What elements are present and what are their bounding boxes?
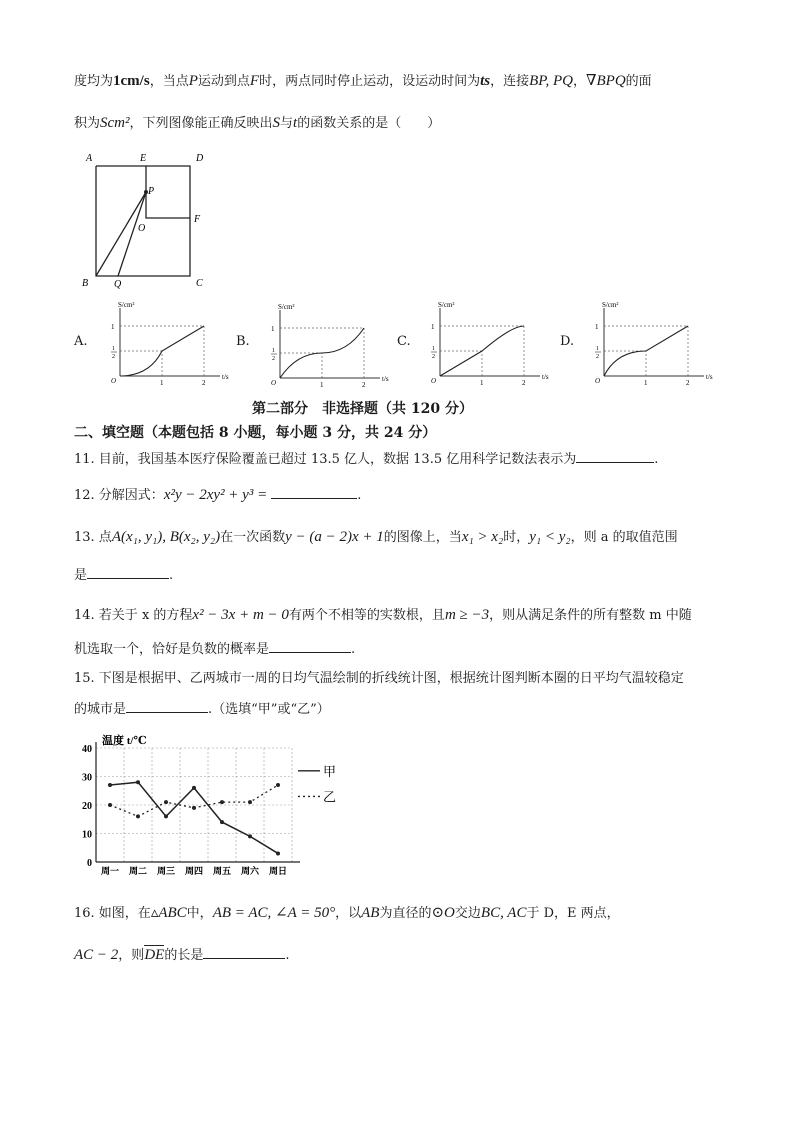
- data-point: [192, 786, 196, 790]
- q15-answer-blank[interactable]: [126, 700, 208, 713]
- q12-answer-blank[interactable]: [271, 486, 357, 499]
- x-axis-label: t/s: [706, 373, 713, 381]
- option-a-label[interactable]: A.: [74, 334, 88, 349]
- q12: [74, 486, 361, 505]
- origin-label: O: [431, 377, 437, 385]
- data-point: [164, 800, 168, 804]
- text: 的长是: [164, 948, 204, 963]
- text: .（选填“甲”或“乙”）: [208, 702, 330, 717]
- label-e: E: [140, 153, 147, 164]
- q11-answer-blank[interactable]: [576, 450, 654, 463]
- label-o: O: [138, 223, 146, 234]
- q14-line2: [74, 640, 355, 659]
- text: 的函数关系的是（ ）: [297, 116, 441, 131]
- x-tick-2: 2: [202, 379, 206, 387]
- data-point: [192, 806, 196, 810]
- option-d-label[interactable]: D.: [560, 334, 575, 349]
- speed-value: 1cm/s: [113, 73, 150, 89]
- q14-answer-blank[interactable]: [269, 640, 351, 653]
- triangle-bpq: ∇BPQ: [586, 73, 626, 89]
- text: ，以: [335, 906, 362, 921]
- q16-condition: AB = AC, ∠A = 50°: [212, 905, 336, 921]
- q16-arc-de: DE: [144, 947, 165, 963]
- x-tick-label: 周二: [128, 866, 148, 876]
- q12-text: 12. 分解因式：: [74, 488, 164, 503]
- part2-heading: 第二部分 非选择题（共 120 分）: [252, 401, 473, 417]
- point-p: P: [188, 73, 198, 89]
- text: 14. 若关于 x 的方程: [74, 608, 193, 623]
- x-tick-label: 周一: [100, 866, 120, 876]
- q13-line2: [74, 566, 173, 585]
- y-axis-label: 温度 t/℃: [102, 735, 147, 747]
- q14-condition: m ≥ −3: [444, 607, 490, 623]
- x-tick-label: 周四: [184, 866, 204, 876]
- q16-sides: BC, AC: [480, 905, 527, 921]
- label-q: Q: [114, 279, 122, 290]
- q14-line1: [74, 606, 692, 625]
- q16-line2: [74, 946, 289, 965]
- segment-bp: [96, 192, 146, 276]
- series-line-jia: [110, 782, 278, 853]
- option-c-label[interactable]: C.: [397, 334, 411, 349]
- text: ，则: [118, 948, 145, 963]
- q13-line1: [74, 528, 678, 547]
- text: 与: [280, 116, 294, 131]
- option-c-graph[interactable]: [420, 298, 549, 390]
- q13-condition-x: x₁ > x₂: [461, 529, 504, 545]
- q13-answer-blank[interactable]: [87, 566, 169, 579]
- text: 的面: [625, 74, 652, 89]
- text: ，下列图像能正确反映出: [129, 116, 273, 131]
- origin-label: O: [271, 379, 277, 387]
- x-tick-label: 周三: [156, 866, 176, 876]
- text: 是: [74, 568, 88, 583]
- y-tick-1: 1: [111, 323, 115, 331]
- text: 的图像上，当: [383, 530, 462, 545]
- q16-line1: [74, 904, 620, 923]
- x-tick-1: 1: [644, 379, 648, 387]
- var-s: S: [272, 115, 281, 131]
- x-tick-1: 1: [160, 379, 164, 387]
- option-a-graph[interactable]: [100, 298, 229, 390]
- q11: [74, 450, 658, 469]
- label-a: A: [86, 153, 93, 164]
- y-tick-half-num: 1: [432, 346, 435, 352]
- label-c: C: [196, 278, 203, 289]
- segments: BP, PQ: [529, 73, 573, 89]
- q15-line1: 15. 下图是根据甲、乙两城市一周的日均气温绘制的折线统计图，根据统计图判断本圈的日平均气温较稳定: [74, 671, 684, 686]
- x-tick-2: 2: [522, 379, 526, 387]
- q16-triangle: ▵ABC: [150, 905, 187, 921]
- legend-label: 乙: [323, 789, 337, 805]
- y-tick-label: 30: [82, 772, 92, 784]
- option-b-label[interactable]: B.: [236, 334, 250, 349]
- x-tick-label: 周五: [212, 866, 232, 876]
- q13-function: y − (a − 2)x + 1: [285, 529, 384, 545]
- label-b: B: [82, 278, 89, 289]
- text: 交边: [454, 906, 481, 921]
- label-f: F: [194, 214, 201, 225]
- text: 度均为: [74, 74, 114, 89]
- q11-text: 11. 目前，我国基本医疗保险覆盖已超过 13.5 亿人，数据 13.5 亿用科学记数法表示为: [74, 452, 577, 467]
- y-tick-1: 1: [271, 325, 275, 333]
- text: 为直径的: [379, 906, 432, 921]
- x-axis-label: t/s: [382, 375, 389, 383]
- x-tick-label: 周日: [268, 866, 288, 876]
- y-axis-label: S/cm²: [118, 301, 135, 309]
- label-d: D: [196, 153, 204, 164]
- text: 运动到点: [197, 74, 250, 89]
- square-outline: [96, 166, 190, 276]
- text: .: [169, 568, 174, 583]
- x-axis-label: t/s: [542, 373, 549, 381]
- y-tick-half-num: 1: [112, 346, 115, 352]
- text: ，则 a 的取值范围: [570, 530, 678, 545]
- y-tick-half-num: 1: [596, 346, 599, 352]
- data-point: [136, 814, 140, 818]
- data-point: [276, 783, 280, 787]
- y-axis-label: S/cm²: [278, 303, 295, 311]
- y-tick-half-den: 2: [112, 354, 115, 360]
- q10-line2: [74, 114, 440, 133]
- text: 在一次函数: [220, 530, 286, 545]
- q16-circle: ⊙O: [431, 905, 455, 921]
- y-axis-label: S/cm²: [602, 301, 619, 309]
- data-point: [220, 800, 224, 804]
- x-tick-2: 2: [362, 381, 366, 389]
- var-t: t: [293, 115, 298, 131]
- y-tick-half-num: 1: [272, 348, 275, 354]
- area-unit: Scm²: [100, 115, 130, 131]
- text: 16. 如图，在: [74, 906, 151, 921]
- text: 13. 点: [74, 530, 112, 545]
- q16-diameter: AB: [361, 905, 380, 921]
- text: 的城市是: [74, 702, 127, 717]
- origin-label: O: [111, 377, 117, 385]
- q16-given: AC − 2: [74, 947, 119, 963]
- data-point: [248, 834, 252, 838]
- text: ，: [573, 74, 587, 89]
- x-tick-2: 2: [686, 379, 690, 387]
- y-tick-half-den: 2: [432, 354, 435, 360]
- text: .: [357, 488, 362, 503]
- x-axis-label: t/s: [222, 373, 229, 381]
- q10-line1: [74, 72, 652, 91]
- y-tick-label: 0: [87, 858, 92, 869]
- data-point: [220, 820, 224, 824]
- origin-label: O: [595, 377, 601, 385]
- data-point: [108, 803, 112, 807]
- text: .: [654, 452, 659, 467]
- y-axis-label: S/cm²: [438, 301, 455, 309]
- y-tick-half-den: 2: [596, 354, 599, 360]
- temperature-line-chart: [74, 728, 364, 888]
- y-tick-1: 1: [431, 323, 435, 331]
- text: ，则从满足条件的所有整数 m 中随: [489, 608, 692, 623]
- text: ，当点: [149, 74, 189, 89]
- time-var: ts: [480, 73, 491, 89]
- y-tick-label: 20: [82, 801, 92, 812]
- y-tick-half-den: 2: [272, 356, 275, 362]
- section2-heading: 二、填空题（本题包括 8 小题，每小题 3 分，共 24 分）: [74, 425, 437, 441]
- text: 有两个不相等的实数根，且: [288, 608, 445, 623]
- segment-qp: [118, 192, 146, 276]
- data-point: [164, 814, 168, 818]
- q15-line2: [74, 700, 330, 719]
- text: ，连接: [490, 74, 530, 89]
- text: .: [285, 948, 290, 963]
- y-tick-label: 40: [82, 744, 92, 755]
- x-tick-1: 1: [320, 381, 324, 389]
- q14-equation: x² − 3x + m − 0: [192, 607, 289, 623]
- data-point: [248, 800, 252, 804]
- q16-answer-blank[interactable]: [203, 946, 285, 959]
- q13-condition-y: y₁ < y₂: [529, 529, 571, 545]
- option-b-graph[interactable]: [260, 300, 389, 392]
- x-tick-label: 周六: [240, 866, 260, 876]
- square-figure: [78, 146, 208, 288]
- text: 机选取一个，恰好是负数的概率是: [74, 642, 270, 657]
- data-point: [276, 851, 280, 855]
- label-p: P: [148, 186, 155, 197]
- q13-points: A(x₁, y₁), B(x₂, y₂): [111, 529, 221, 545]
- y-tick-label: 10: [82, 829, 92, 841]
- data-point: [108, 783, 112, 787]
- q12-expression: x²y − 2xy² + y³ =: [163, 487, 268, 503]
- text: 时，两点同时停止运动，设运动时间为: [259, 74, 481, 89]
- text: 积为: [74, 116, 101, 131]
- text: 中，: [186, 906, 213, 921]
- legend-label: 甲: [323, 763, 337, 779]
- text: 于 D，E 两点，: [526, 906, 620, 921]
- data-point: [136, 780, 140, 784]
- y-tick-1: 1: [595, 323, 599, 331]
- x-tick-1: 1: [480, 379, 484, 387]
- option-d-graph[interactable]: [584, 298, 713, 390]
- text: .: [351, 642, 356, 657]
- point-f: F: [249, 73, 260, 89]
- text: 时，: [503, 530, 530, 545]
